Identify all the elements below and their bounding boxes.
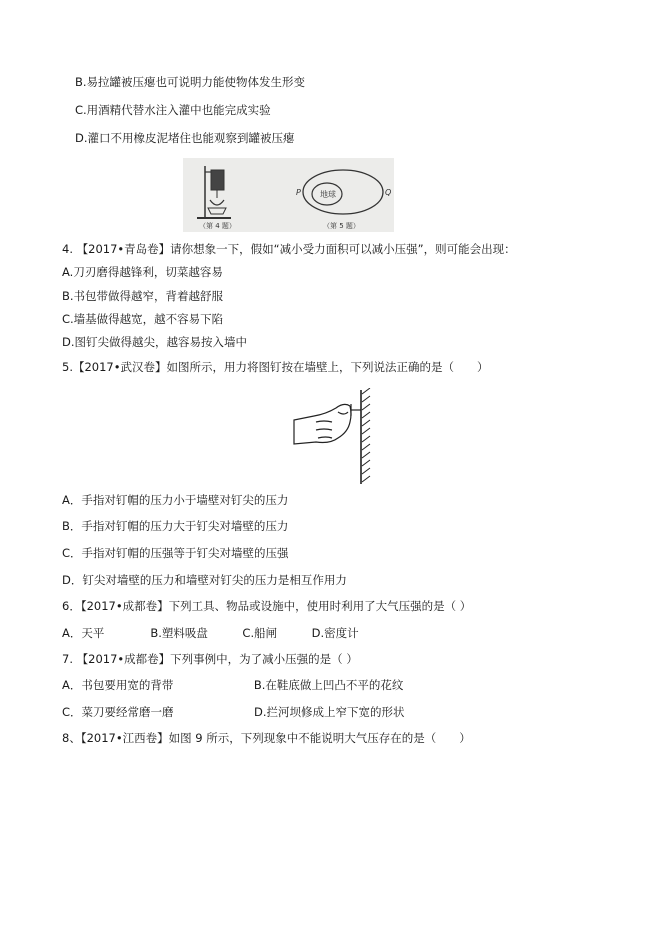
question-4: 4. 【2017•青岛卷】请你想象一下，假如“减小受力面积可以减小压强”，则可能会出现： (62, 242, 516, 256)
q7-options-cd: C．菜刀要经常磨一磨 D.拦河坝修成上窄下宽的形状 (62, 705, 405, 719)
point-q: Q (385, 188, 392, 197)
question-8: 8、【2017•江西卷】如图 9 所示，下列现象中不能说明大气压存在的是（ ） (62, 731, 471, 745)
question-5: 5.【2017•武汉卷】如图所示，用力将图钉按在墙壁上，下列说法正确的是（ ） (62, 360, 489, 374)
option-c-alcohol: C.用酒精代替水注入灌中也能完成实验 (75, 103, 271, 117)
q5-option-d: D．钉尖对墙壁的压力和墙壁对钉尖的压力是相互作用力 (62, 573, 347, 587)
question-6: 6．【2017•成都卷】下列工具、物品或设施中，使用时利用了大气压强的是（ ） (62, 599, 472, 613)
question-7: 7. 【2017•成都卷】下列事例中，为了减小压强的是（ ） (62, 652, 358, 666)
q6-options: A．天平 B.塑料吸盘 C.船闸 D.密度计 (62, 626, 359, 640)
option-b-can: B.易拉罐被压瘪也可说明力能使物体发生形变 (75, 75, 306, 89)
question-figure-strip (183, 158, 394, 232)
q5-option-a: A．手指对钉帽的压力小于墙壁对钉尖的压力 (62, 493, 289, 507)
option-d-mouth: D.灌口不用橡皮泥堵住也能观察到罐被压瘪 (75, 131, 295, 145)
caption-left: （第 4 题） (199, 222, 236, 230)
q7-options-ab: A．书包要用宽的背带 B.在鞋底做上凹凸不平的花纹 (62, 678, 404, 692)
q5-option-b: B．手指对钉帽的压力大于钉尖对墙壁的压力 (62, 519, 289, 533)
q4-option-a: A.刀刃磨得越锋利，切菜越容易 (62, 265, 223, 279)
q4-option-d: D.图钉尖做得越尖，越容易按入墙中 (62, 335, 248, 349)
caption-right: （第 5 题） (323, 222, 360, 230)
q4-option-c: C.墙基做得越宽，越不容易下陷 (62, 312, 224, 326)
q4-option-b: B.书包带做得越窄，背着越舒服 (62, 289, 224, 303)
thumbtack-wall-figure (292, 388, 382, 486)
q5-option-c: C．手指对钉帽的压强等于钉尖对墙壁的压强 (62, 546, 289, 560)
point-p: P (296, 188, 301, 197)
earth-label: 地球 (320, 190, 336, 199)
